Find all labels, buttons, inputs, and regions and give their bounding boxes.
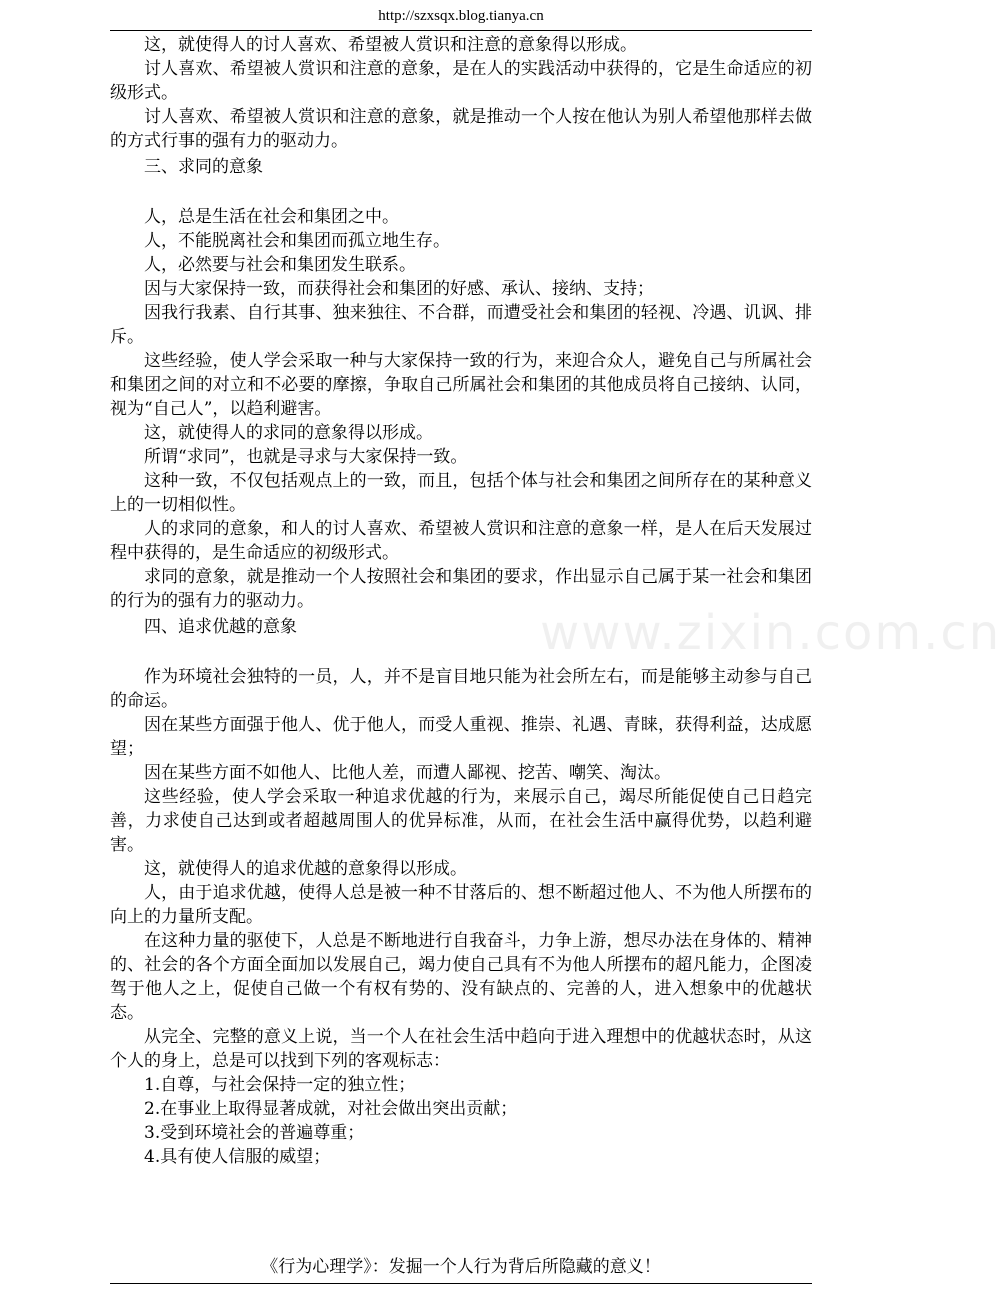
- paragraph: 这，就使得人的讨人喜欢、希望被人赏识和注意的意象得以形成。: [144, 35, 637, 55]
- paragraph: 求同的意象，就是推动一个人按照社会和集团的要求，作出显示自己属于某一社会和集团的行为的强有力的驱动力。: [110, 567, 812, 611]
- page-header-url: http://szxsqx.blog.tianya.cn: [378, 8, 544, 24]
- page-footer: 《行为心理学》：发掘一个人行为背后所隐藏的意义！: [261, 1257, 661, 1277]
- watermark: www.zixin.com.cn: [540, 605, 1001, 661]
- list-item: 3.受到环境社会的普遍尊重；: [144, 1123, 365, 1143]
- paragraph: 因在某些方面不如他人、比他人差，而遭人鄙视、挖苦、嘲笑、淘汰。: [144, 763, 671, 783]
- list-item: 1.自尊，与社会保持一定的独立性；: [144, 1075, 416, 1095]
- paragraph: 这，就使得人的求同的意象得以形成。: [144, 423, 433, 443]
- paragraph: 这，就使得人的追求优越的意象得以形成。: [144, 859, 467, 879]
- paragraph: 人，不能脱离社会和集团而孤立地生存。: [144, 231, 450, 251]
- list-item: 2.在事业上取得显著成就，对社会做出突出贡献；: [144, 1099, 518, 1119]
- paragraph: 这种一致，不仅包括观点上的一致，而且，包括个体与社会和集团之间所存在的某种意义上的一切相似性。: [110, 471, 812, 515]
- footer-rule: [110, 1283, 812, 1284]
- section-heading-4: 四、追求优越的意象: [144, 617, 297, 637]
- paragraph: 人的求同的意象，和人的讨人喜欢、希望被人赏识和注意的意象一样，是人在后天发展过程中获得的，是生命适应的初级形式。: [110, 519, 812, 563]
- paragraph: 从完全、完整的意义上说，当一个人在社会生活中趋向于进入理想中的优越状态时，从这个人的身上，总是可以找到下列的客观标志：: [110, 1027, 812, 1071]
- paragraph: 因与大家保持一致，而获得社会和集团的好感、承认、接纳、支持；: [144, 279, 654, 299]
- paragraph: 因我行我素、自行其事、独来独往、不合群，而遭受社会和集团的轻视、冷遇、讥讽、排斥。: [110, 303, 812, 347]
- section-heading-3: 三、求同的意象: [144, 157, 263, 177]
- paragraph: 在这种力量的驱使下，人总是不断地进行自我奋斗，力争上游，想尽办法在身体的、精神的、社会的各个方面全面加以发展自己，竭力使自己具有不为他人所摆布的超凡能力，企图凌驾于他人之上，促使自己做一个有权有势的、没有缺点的、完善的人，进入想象中的优越状态。: [110, 931, 812, 1023]
- document-body: [110, 33, 812, 1169]
- paragraph: 讨人喜欢、希望被人赏识和注意的意象，就是推动一个人按在他认为别人希望他那样去做的方式行事的强有力的驱动力。: [110, 107, 812, 151]
- paragraph: 人，总是生活在社会和集团之中。: [144, 207, 399, 227]
- paragraph: 所谓“求同”，也就是寻求与大家保持一致。: [144, 447, 468, 467]
- paragraph: 人，必然要与社会和集团发生联系。: [144, 255, 416, 275]
- paragraph: 这些经验，使人学会采取一种与大家保持一致的行为，来迎合众人，避免自己与所属社会和集团之间的对立和不必要的摩擦，争取自己所属社会和集团的其他成员将自己接纳、认同，视为“自己人”，以趋利避害。: [110, 351, 812, 419]
- paragraph: 因在某些方面强于他人、优于他人，而受人重视、推崇、礼遇、青睐，获得利益，达成愿望；: [110, 715, 812, 759]
- paragraph: 作为环境社会独特的一员，人，并不是盲目地只能为社会所左右，而是能够主动参与自己的命运。: [110, 667, 812, 711]
- paragraph: 人，由于追求优越，使得人总是被一种不甘落后的、想不断超过他人、不为他人所摆布的向上的力量所支配。: [110, 883, 812, 927]
- paragraph: 讨人喜欢、希望被人赏识和注意的意象，是在人的实践活动中获得的，它是生命适应的初级形式。: [110, 59, 812, 103]
- header-rule: [110, 30, 812, 31]
- paragraph: 这些经验，使人学会采取一种追求优越的行为，来展示自己，竭尽所能促使自己日趋完善，力求使自己达到或者超越周围人的优异标准，从而，在社会生活中赢得优势，以趋利避害。: [110, 787, 812, 855]
- list-item: 4.具有使人信服的威望；: [144, 1147, 331, 1167]
